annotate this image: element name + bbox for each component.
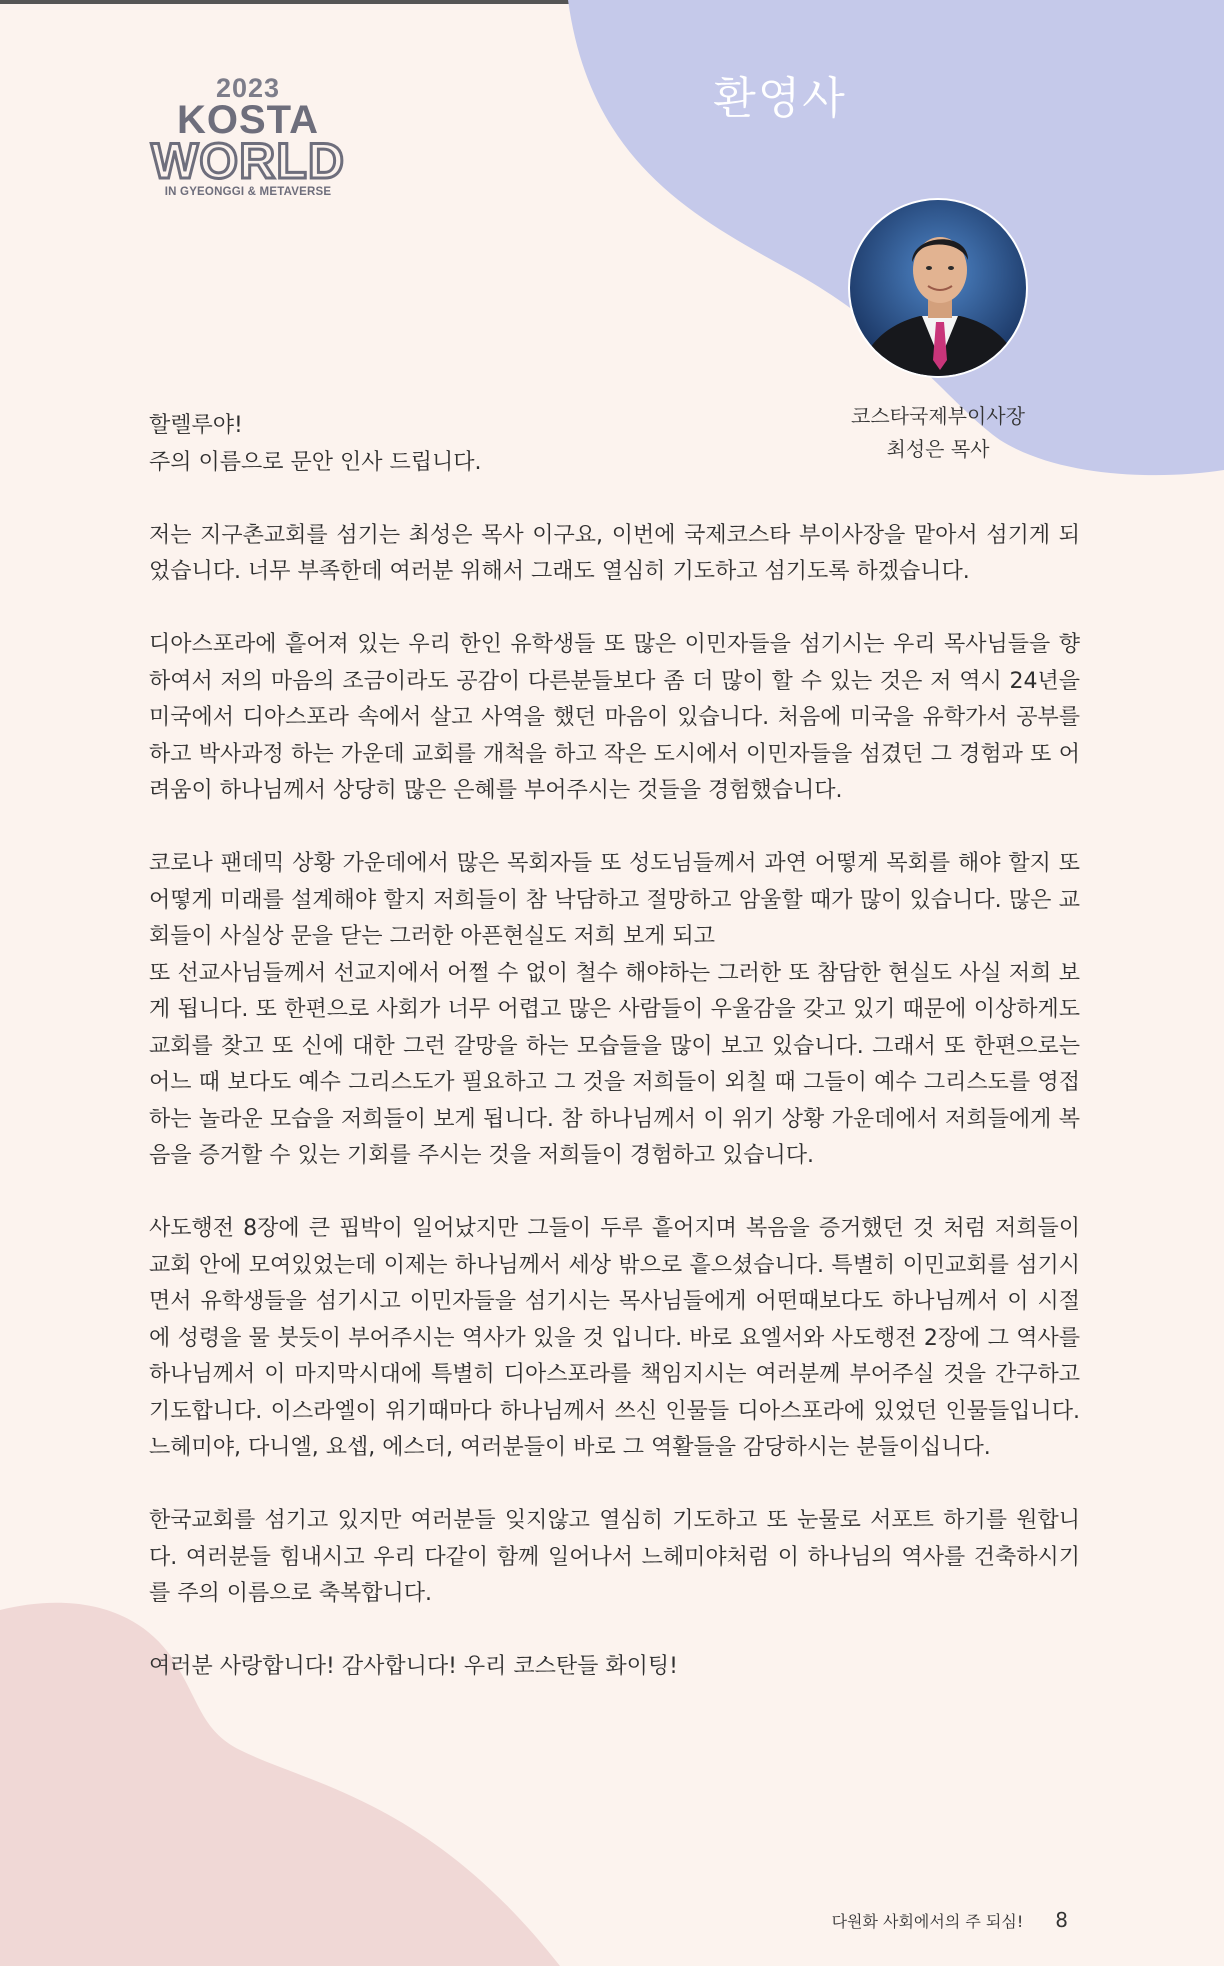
speaker-portrait <box>848 198 1028 378</box>
paragraph-2: 디아스포라에 흩어져 있는 우리 한인 유학생들 또 많은 이민자들을 섬기시는 우리 목사님들을 향하여서 저의 마음의 조금이라도 공감이 다른분들보다 좀 더 많이 할 수 있는 것은 저 역시 24년을 미국에서 디아스포라 속에서 살고 사역을 했던 마음이 있습니다. 처음에 미국을 유학가서 공부를 하고 박사과정 하는 가운데 교회를 개척을 하고 작은 도시에서 이민자들을 섬겼던 그 경험과 또 어려움이 하나님께서 상당히 많은 은혜를 부어주시는 것들을 경험했습니다. <box>149 632 1080 803</box>
paragraph-3: 코로나 팬데믹 상황 가운데에서 많은 목회자들 또 성도님들께서 과연 어떻게 목회를 해야 할지 또 어떻게 미래를 설계해야 할지 저희들이 참 낙담하고 절망하고 암울할 때가 많이 있습니다. 많은 교회들이 사실상 문을 닫는 그러한 아픈현실도 저희 보게 되고 <box>149 851 1080 949</box>
greeting-line-2: 주의 이름으로 문안 인사 드립니다. <box>149 449 482 475</box>
speaker-role: 코스타국제부이사장 <box>851 404 1025 428</box>
welcome-letter <box>149 408 1080 1686</box>
closing-line: 여러분 사랑합니다! 감사합니다! 우리 코스탄들 화이팅! <box>149 1654 678 1679</box>
logo-subtitle: IN GYEONGGI & METAVERSE <box>164 186 332 198</box>
footer-slogan: 다원화 사회에서의 주 되심! <box>831 1912 1024 1931</box>
paragraph-1: 저는 지구촌교회를 섬기는 최성은 목사 이구요, 이번에 국제코스타 부이사장을 맡아서 섬기게 되었습니다. 너무 부족한데 여러분 위해서 그래도 열심히 기도하고 섬기도록 하겠습니다. <box>149 522 1080 584</box>
speaker-name: 최성은 목사 <box>886 437 990 461</box>
page-title: 환영사 <box>713 73 847 124</box>
event-logo <box>138 74 358 198</box>
paragraph-6: 한국교회를 섬기고 있지만 여러분들 잊지않고 열심히 기도하고 또 눈물로 서포트 하기를 원합니다. 여러분들 힘내시고 우리 다같이 함께 일어나서 느헤미야처럼 이 하나님의 역사를 건축하시기를 주의 이름으로 축복합니다. <box>149 1508 1080 1606</box>
paragraph-4: 또 선교사님들께서 선교지에서 어쩔 수 없이 철수 해야하는 그러한 또 참담한 현실도 사실 저희 보게 됩니다. 또 한편으로 사회가 너무 어렵고 많은 사람들이 우울감을 갖고 있기 때문에 이상하게도 교회를 찾고 또 신에 대한 그런 갈망을 하는 모습들을 많이 보고 있습니다. 그래서 또 한편으로는 어느 때 보다도 예수 그리스도가 필요하고 그 것을 저희들이 외칠 때 그들이 예수 그리스도를 영접하는 놀라운 모습을 저희들이 보게 됩니다. 참 하나님께서 이 위기 상황 가운데에서 저희들에게 복음을 증거할 수 있는 기회를 주시는 것을 저희들이 경험하고 있습니다. <box>149 960 1080 1168</box>
logo-world: WORLD <box>151 133 345 189</box>
greeting <box>149 408 709 481</box>
portrait-illustration <box>850 200 1028 378</box>
greeting-line-1: 할렐루야! <box>149 413 243 438</box>
page-number: 8 <box>1055 1908 1068 1932</box>
logo-kosta: KOSTA <box>176 98 320 142</box>
page-footer <box>832 1908 1068 1932</box>
logo-year: 2023 <box>215 73 281 103</box>
paragraph-5: 사도행전 8장에 큰 핍박이 일어났지만 그들이 두루 흩어지며 복음을 증거했던 것 처럼 저희들이 교회 안에 모여있었는데 이제는 하나님께서 세상 밖으로 흩으셨습니다. 특별히 이민교회를 섬기시면서 유학생들을 섬기시고 이민자들을 섬기시는 목사님들에게 어떤때보다도 하나님께서 이 시절에 성령을 물 붓듯이 부어주시는 역사가 있을 것 입니다. 바로 요엘서와 사도행전 2장에 그 역사를 하나님께서 이 마지막시대에 특별히 디아스포라를 책임지시는 여러분께 부어주실 것을 간구하고 기도합니다. 이스라엘이 위기때마다 하나님께서 쓰신 인물들 디아스포라에 있었던 인물들입니다. 느헤미야, 다니엘, 요셉, 에스더, 여러분들이 바로 그 역활들을 감당하시는 분들이십니다. <box>149 1216 1080 1460</box>
